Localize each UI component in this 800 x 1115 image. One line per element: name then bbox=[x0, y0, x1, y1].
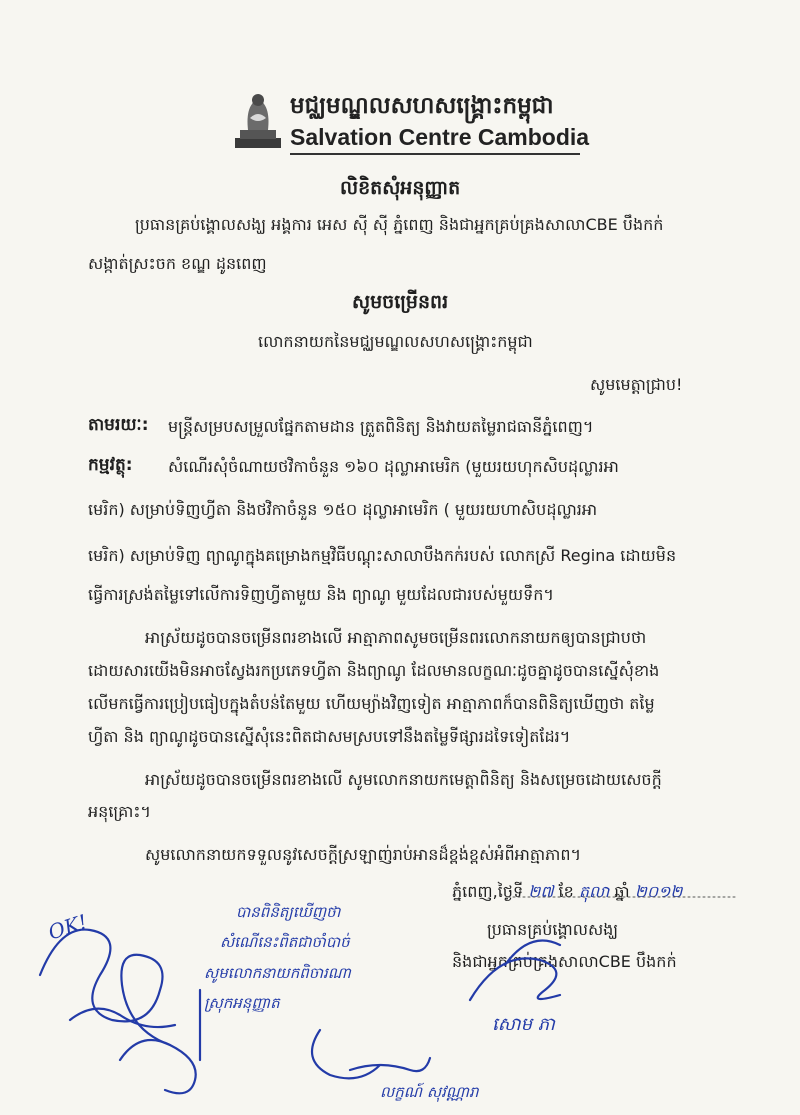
date-year: ២០១២ bbox=[634, 882, 683, 901]
please-note: សូមមេត្តាជ្រាប! bbox=[590, 375, 683, 394]
paragraph-1-line-1: អាស្រ័យដូចបានចម្រើនពរខាងលើ អាត្មាភាពសូមចម្រើនពរលោកនាយកឲ្យបានជ្រាបថា bbox=[145, 628, 647, 647]
handwritten-name-right: សោម ភា bbox=[492, 1014, 555, 1035]
subject-line-4: ធ្វើការស្រង់តម្លៃទៅលើការទិញហ្វីតាមួយ និង ព្យាណូ មួយដែលជារបស់មួយទឹក។ bbox=[88, 585, 554, 604]
paragraph-2-line-1: អាស្រ័យដូចបានចម្រើនពរខាងលើ សូមលោកនាយកមេត្តាពិនិត្យ និងសម្រេចដោយសេចក្តី bbox=[145, 770, 662, 789]
handwritten-name-bottom: លក្ខណ៍ សុវណ្ណារា bbox=[380, 1083, 479, 1101]
via-label: តាមរយៈ: bbox=[88, 415, 149, 435]
salutation-heading: សូមចម្រើនពរ bbox=[352, 291, 449, 313]
subject-line-3: មេរិក) សម្រាប់ទិញ ព្យាណូក្នុងគម្រោងកម្មវិធីបណ្តុះសាលាបឹងកក់របស់ លោកស្រី Regina ដោយមិន bbox=[88, 546, 677, 565]
signature-left bbox=[40, 930, 175, 1045]
handwritten-note-3: សូមលោកនាយកពិចារណា bbox=[204, 964, 351, 982]
subject-label: កម្មវត្ថុ: bbox=[88, 455, 133, 475]
from-line-2: សង្កាត់ស្រះចក ខណ្ឌ ដូនពេញ bbox=[88, 254, 267, 273]
paragraph-1-line-2: ដោយសារយើងមិនអាចស្វែងរកប្រភេទហ្វីតា និងព្យាណូ ដែលមានលក្ខណៈដូចគ្នាដូចបានស្នើសុំខាង bbox=[88, 661, 660, 680]
handwritten-note-4: ស្រុកអនុញ្ញាត bbox=[204, 994, 280, 1012]
date-year-label: ឆ្នាំ bbox=[614, 882, 630, 901]
org-name-khmer: មជ្ឈមណ្ឌលសហសង្គ្រោះកម្ពុជា bbox=[290, 93, 554, 119]
from-line-1: ប្រធានគ្រប់ង្គោលសង្ឃ អង្គការ អេស ស៊ី ស៊ី ភ្នំពេញ និងជាអ្នកគ្រប់គ្រងសាលាCBE បឹងកក់ bbox=[135, 215, 664, 234]
signature-right bbox=[470, 941, 560, 1001]
org-name-english: Salvation Centre Cambodia bbox=[290, 124, 590, 150]
closing-line: សូមលោកនាយកទទួលនូវសេចក្តីស្រឡាញ់រាប់អានដ៏ខ្ពង់ខ្ពស់អំពីអាត្មាភាព។ bbox=[145, 845, 582, 864]
letter-title: លិខិតសុំអនុញ្ញាត bbox=[340, 177, 461, 199]
date-month-label: ខែ bbox=[558, 882, 574, 901]
signer-title-1: ប្រធានគ្រប់ង្គោលសង្ឃ bbox=[487, 920, 619, 939]
signer-title-2: និងជាអ្នកគ្រប់គ្រងសាលាCBE បឹងកក់ bbox=[452, 952, 677, 971]
date-prefix: ភ្នំពេញ,ថ្ងៃទី bbox=[452, 882, 524, 901]
recipient-line: លោកនាយកនៃមជ្ឈមណ្ឌលសហសង្គ្រោះកម្ពុជា bbox=[258, 332, 533, 351]
handwritten-ok: OK! bbox=[45, 909, 91, 945]
handwritten-note-2: សំណើនេះពិតជាចាំបាច់ bbox=[220, 933, 350, 951]
paragraph-1-line-4: ហ្វីតា និង ព្យាណូដូចបានស្នើសុំនេះពិតជាសមស្របទៅនឹងតម្លៃទីផ្សារដទៃទៀតដែរ។ bbox=[88, 727, 571, 746]
date-day: ២៧ bbox=[528, 882, 554, 901]
via-text: មន្ត្រីសម្របសម្រួលផ្នែកតាមដាន ត្រួតពិនិត្យ និងវាយតម្លៃរាជធានីភ្នំពេញ។ bbox=[168, 417, 594, 436]
date-month: តុលា bbox=[578, 882, 610, 901]
signature-center bbox=[312, 1030, 430, 1078]
handwritten-note-1: បានពិនិត្យឃើញថា bbox=[236, 903, 341, 921]
paragraph-1-line-3: លើមកធ្វើការប្រៀបធៀបក្នុងតំបន់តែមួយ ហើយម្យ៉ាងវិញទៀត អាត្មាភាពក៏បានពិនិត្យឃើញថា តម្លៃ bbox=[88, 694, 655, 713]
signature-left-2 bbox=[120, 1040, 196, 1093]
subject-line-2: មេរិក) សម្រាប់ទិញហ្វីតា និងថវិកាចំនួន ១៥០ ដុល្លាអាមេរិក ( មួយរយហាសិបដុល្លារអា bbox=[88, 500, 598, 519]
subject-line-1: សំណើរសុំចំណាយថវិកាចំនួន ១៦០ ដុល្លាអាមេរិក (មួយរយហុកសិបដុល្លារអា bbox=[168, 457, 619, 476]
paragraph-2-line-2: អនុគ្រោះ។ bbox=[88, 802, 151, 821]
